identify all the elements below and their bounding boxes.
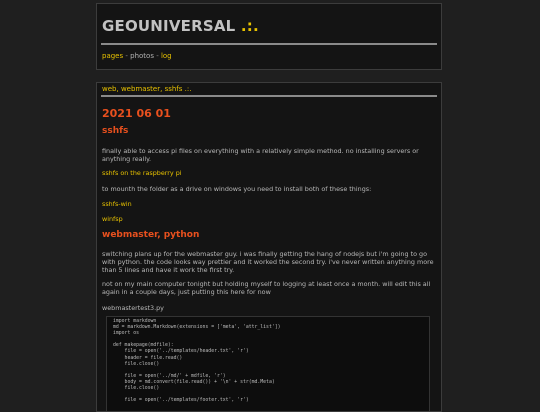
sshfs-paragraph-2: to mounth the folder as a drive on windows you need to install both of these things: [102,185,372,193]
tag-web[interactable]: web [102,85,117,93]
site-title-text[interactable]: GEOUNIVERSAL [102,17,236,35]
section-heading-webmaster-python: webmaster, python [102,230,200,240]
webmaster-paragraph-1: switching plans up for the webmaster guy. i was finally getting the hang of nodejs but i'm going to go with python. the code looks way prettier and it worked the second try. i've never written anything more than 5 lines and have it work the first try. [102,250,434,274]
tag-separator: , [116,85,121,93]
tag-list [102,85,191,93]
code-block: import markdown md = markdown.Markdown(extensions = ['meta', 'attr_list']) import os def makepage(mdfile): file = open('../templates/header.txt', 'r') header = file.read() file.close() file = open('../md/' + mdfile, 'r') body = md.convert(file.read()) + '\n' + str(md.Meta) file.close() file = open('../templates/footer.txt', 'r') [106,316,430,412]
nav-photos-link[interactable]: photos [130,52,154,60]
nav-pages-link[interactable]: pages [102,52,124,60]
site-title[interactable] [102,17,259,35]
post-date: 2021 06 01 [102,107,171,120]
site-header [96,3,442,70]
code-file-label: webmastertest3.py [102,304,164,312]
tag-sshfs[interactable]: sshfs [164,85,183,93]
nav-separator: - [153,52,161,60]
nav-log-link[interactable]: log [160,52,172,60]
post-container [96,82,442,412]
sshfs-raspberry-pi-link[interactable]: sshfs on the raspberry pi [102,169,182,177]
tag-webmaster[interactable]: webmaster [120,85,161,93]
nav-separator: - [123,52,131,60]
header-divider [101,43,437,45]
site-title-dots: .:. [240,17,259,35]
webmaster-paragraph-2: not on my main computer tonight but holding myself to logging at least once a month. will edit this all again in a couple days, just putting this here for now [102,280,431,296]
section-heading-sshfs: sshfs [102,126,129,136]
sshfs-paragraph-1: finally able to access pi files on everything with a relatively simple method. no installing servers or anything really. [102,147,419,163]
tags-dots: .:. [184,85,192,93]
sshfs-win-link[interactable]: sshfs-win [102,200,132,208]
main-nav [102,52,172,60]
tags-divider [101,95,437,97]
tag-separator: , [160,85,165,93]
winfsp-link[interactable]: winfsp [102,215,123,223]
